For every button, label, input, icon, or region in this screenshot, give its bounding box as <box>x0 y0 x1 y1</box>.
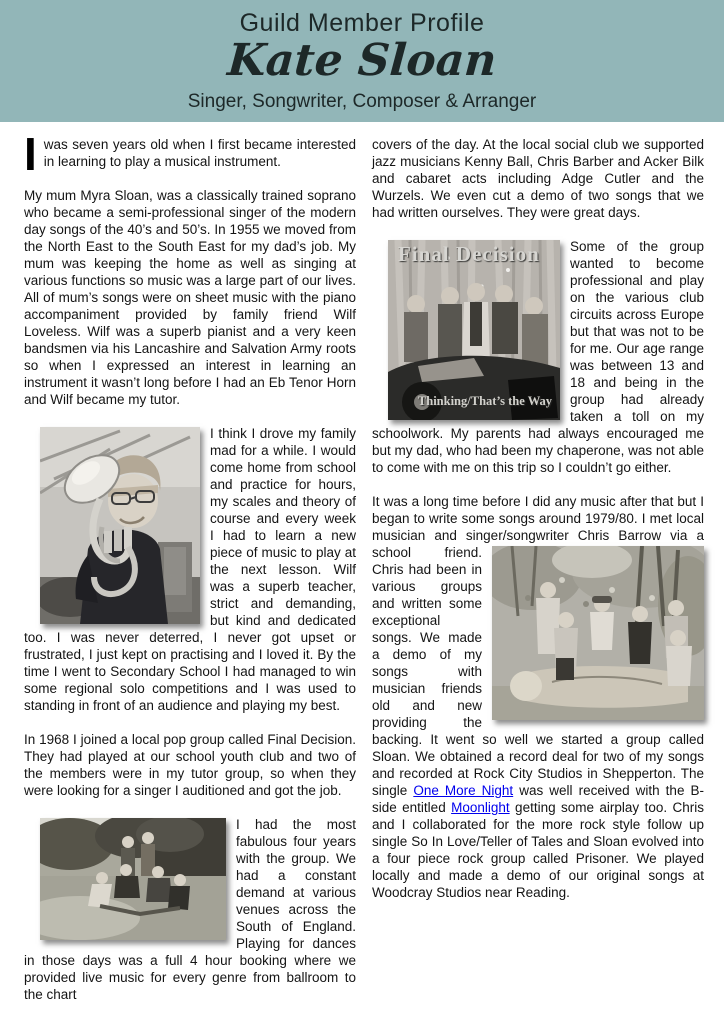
album-title: Final Decision <box>398 242 540 266</box>
paragraph-professional-text: Some of the group wanted to become professional and play on the various club circuits across Europe but that was not to be for me. Our age range was between 13 and 18 and being in the group had already taken a toll on my schoolwork. My parents had always encouraged me but my dad, who had been my chaperone, was not able to come with me on this trip so I couldn’t go either. <box>372 239 704 475</box>
paragraph-group-text: I had the most fabulous four years with the group. We had a constant demand at various venues across the South of England. Playing for dances in those days was a full 4 hour booking where we provided live music for every genre from ballroom to the chart <box>24 817 356 1002</box>
right-column <box>372 136 704 1003</box>
page-title: Guild Member Profile <box>239 9 485 37</box>
sloan-group-illustration <box>492 546 704 720</box>
paragraph-sloan-text-2: Barrow via a school friend. Chris had been in various groups and written some exceptional songs. We made a demo of my songs with musician friends old and new providing the backing. It went so well we started a group called Sloan. We obtained a record deal for two of my songs and recorded at Rock City Studios in Shepperton. The single <box>372 528 704 798</box>
paragraph-intro-text: was seven years old when I first became interested in learning to play a musical instrument. <box>43 137 356 169</box>
paragraph-1968: In 1968 I joined a local pop group called Final Decision. They had played at our school youth club and two of the members were in my tutor group, so when they were looking for a singer I auditioned and got the job. <box>24 732 356 798</box>
album-cover-photo <box>388 240 560 420</box>
article-body <box>0 122 724 1003</box>
paragraph-practice <box>24 425 356 714</box>
paragraph-mum: My mum Myra Sloan, was a classically trained soprano who became a semi-professional singer of the modern day songs of the 40’s and 50’s. In 1955 we moved from the North East to the South East for my dad’s job. My mum was keeping the home as well as singing at various functions so music was a large part of our lives. All of mum’s songs were on sheet music with the piano accompaniment provided by family friend Wilf Loveless. Wilf was a superb pianist and a very keen bandsmen via his Lancashire and Salvation Army roots so when I expressed an interest in learning an instrument it wasn’t long before I had an Eb Tenor Horn and Wilf became my tutor. <box>24 188 356 407</box>
young-musician-illustration <box>40 427 200 624</box>
paragraph-intro <box>24 128 356 180</box>
young-musician-photo <box>40 427 200 624</box>
paragraph-sloan-text-3: was well received with the B-side entitled <box>372 783 704 815</box>
sloan-group-photo <box>492 546 704 720</box>
member-name: Kate Sloan <box>225 35 499 86</box>
left-column <box>24 128 356 1003</box>
paragraph-sloan-text-4: getting some airplay too. Chris and I collaborated for the more rock style follow up single So In Love/Teller of Tales and Sloan evolved into a four piece rock group called Prisoner. We played locally and made a demo of our original songs at Woodcray Studios near Reading. <box>372 800 704 900</box>
paragraph-practice-text: I think I drove my family mad for a while. I would come home from school and practice for hours, my scales and theory of course and every week I had to learn a new piece of music to play at the next lesson. Wilf was a superb teacher, strict and demanding, but kind and dedicated too. I was never deterred, I never got upset or frustrated, I just kept on practising and I loved it. By the time I went to Secondary School I had managed to win some regional solo competitions and I was used to standing in front of an audience and playing my best. <box>24 426 356 713</box>
paragraph-covers: covers of the day. At the local social club we supported jazz musicians Kenny Ball, Chris Barber and Acker Bilk and cabaret acts including Adge Cutler and the Wurzels. We even cut a demo of two songs that we had written ourselves. They were great days. <box>372 137 704 220</box>
band-in-field-photo <box>40 818 226 940</box>
one-more-night-link[interactable]: One More Night <box>413 783 514 798</box>
drop-cap: I <box>24 128 37 180</box>
paragraph-sloan <box>372 493 704 901</box>
member-roles: Singer, Songwriter, Composer & Arranger <box>187 91 537 112</box>
paragraph-group <box>24 816 356 1003</box>
paragraph-professional <box>372 238 704 476</box>
moonlight-link[interactable]: Moonlight <box>451 800 510 815</box>
band-in-field-illustration <box>40 818 226 940</box>
paragraph-sloan-text-1: It was a long time before I did any music after that but I began to write some songs around 1979/80. I met local musician and singer/songwriter Chris <box>372 494 704 543</box>
masthead <box>0 0 724 122</box>
album-caption: Thinking/That’s the Way <box>417 394 552 408</box>
